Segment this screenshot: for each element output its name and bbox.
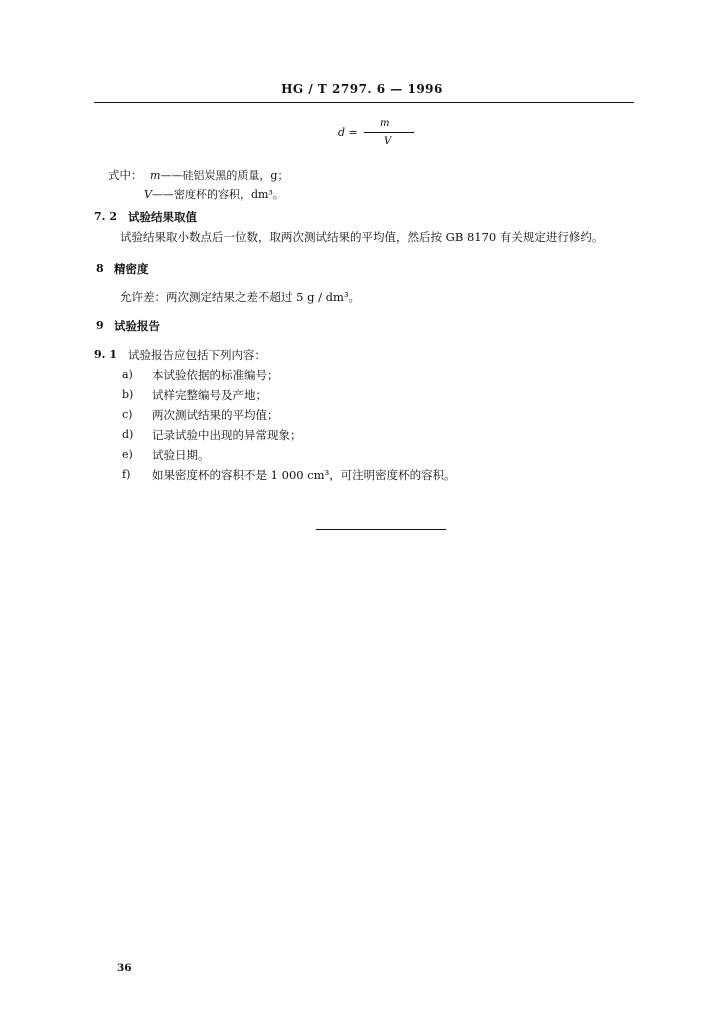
section-title: 试验报告应包括下列内容： xyxy=(128,348,266,362)
where-symbol: V xyxy=(144,188,152,201)
section-body: 允许差：两次测定结果之差不超过 5 g / dm³。 xyxy=(120,290,361,304)
formula-denominator: V xyxy=(384,136,392,147)
list-item: 试样完整编号及产地； xyxy=(152,388,267,402)
section-body: 试验结果取小数点后一位数，取两次测试结果的平均值，然后按 GB 8170 有关规定进行修约。 xyxy=(120,230,604,244)
standard-code: HG / T 2797. 6 — 1996 xyxy=(281,82,443,96)
section-number: 7. 2 xyxy=(94,210,117,223)
list-item-label: f) xyxy=(122,468,131,481)
header-rule xyxy=(94,102,634,103)
list-item: 试验日期。 xyxy=(152,448,210,462)
formula-numerator: m xyxy=(380,118,390,129)
list-item: 两次测试结果的平均值； xyxy=(152,408,279,422)
list-item-label: d) xyxy=(122,428,134,441)
fraction-bar xyxy=(364,132,414,133)
section-title: 精密度 xyxy=(114,262,149,276)
where-text: ——硅铝炭黑的质量，g； xyxy=(160,169,289,182)
where-label: 式中： xyxy=(108,168,143,182)
list-item: 本试验依据的标准编号； xyxy=(152,368,279,382)
list-item-label: a) xyxy=(122,368,133,381)
where-item xyxy=(150,167,288,183)
list-item-label: e) xyxy=(122,448,133,461)
where-text: ——密度杯的容积，dm³。 xyxy=(151,188,284,201)
section-number: 9 xyxy=(96,319,104,332)
section-number: 9. 1 xyxy=(94,348,117,361)
page-number: 36 xyxy=(117,962,132,974)
list-item-label: c) xyxy=(122,408,133,421)
where-item xyxy=(144,186,284,202)
list-item: 记录试验中出现的异常现象； xyxy=(152,428,302,442)
formula-lhs: d = xyxy=(338,126,358,139)
list-item: 如果密度杯的容积不是 1 000 cm³，可注明密度杯的容积。 xyxy=(152,468,456,482)
section-title: 试验报告 xyxy=(114,319,160,333)
section-number: 8 xyxy=(96,262,104,275)
list-item-label: b) xyxy=(122,388,134,401)
section-title: 试验结果取值 xyxy=(128,210,197,224)
end-rule xyxy=(316,529,446,530)
where-symbol: m xyxy=(150,169,161,182)
